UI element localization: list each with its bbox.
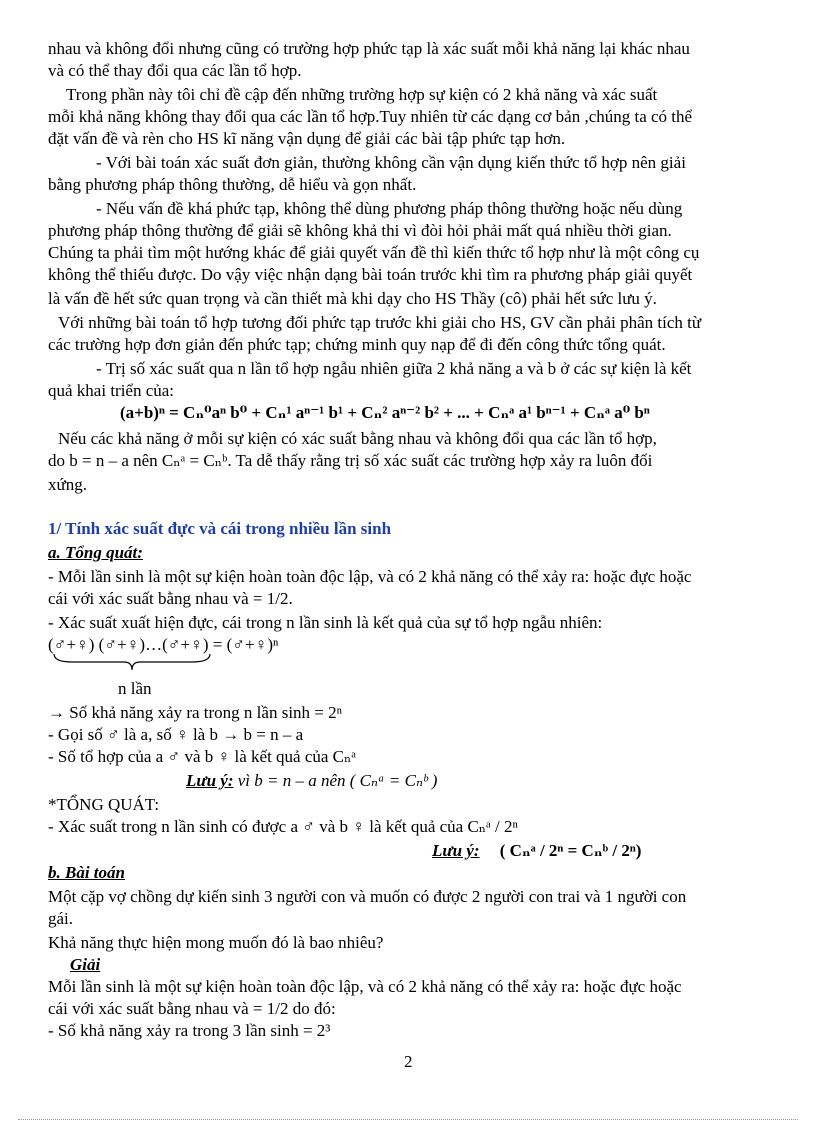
text-line: - Xác suất xuất hiện đực, cái trong n lần sinh là kết quả của sự tổ hợp ngẫu nhiên: xyxy=(48,613,603,632)
general-label: *TỔNG QUÁT: xyxy=(48,795,160,814)
text-line: bằng phương pháp thông thường, dễ hiểu và gọn nhất. xyxy=(48,175,417,194)
text-line: Với những bài toán tổ hợp tương đối phức tạp trước khi giải cho HS, GV cần phải phân tích từ xyxy=(58,313,702,332)
text-line: - Số tổ hợp của a ♂ và b ♀ là kết quả của Cₙᵃ xyxy=(48,747,357,766)
text-line: gái. xyxy=(48,909,74,928)
text-line: nhau và không đổi nhưng cũng có trường hợp phức tạp là xác suất mỗi khả năng lại khác nhau xyxy=(48,39,690,58)
text-line: đặt vấn đề và rèn cho HS kĩ năng vận dụng để giải các bài tập phức tạp hơn. xyxy=(48,129,566,148)
underbrace-icon xyxy=(52,652,212,672)
text-line: do b = n – a nên Cₙᵃ = Cₙᵇ. Ta dễ thấy rằng trị số xác suất các trường hợp xảy ra luôn đối xyxy=(48,451,653,470)
text-line: xứng. xyxy=(48,475,87,494)
page-number: 2 xyxy=(404,1052,413,1071)
subheading-a: a. Tổng quát: xyxy=(48,543,143,562)
text-line: phương pháp thông thường để giải sẽ không khả thi vì đòi hỏi phải mất quá nhiều thời gian. xyxy=(48,221,672,240)
solution-heading: Giải xyxy=(70,955,101,974)
text-line: Mỗi lần sinh là một sự kiện hoàn toàn độc lập, và có 2 khả năng có thể xảy ra: hoặc đực hoặc xyxy=(48,977,682,996)
formula-sex-combination: (♂+♀) (♂+♀)…(♂+♀) = (♂+♀)ⁿ xyxy=(48,635,279,654)
text-line: - Mỗi lần sinh là một sự kiện hoàn toàn độc lập, và có 2 khả năng có thể xảy ra: hoặc đực hoặc xyxy=(48,567,692,586)
text-line: cái với xác suất bằng nhau và = 1/2. xyxy=(48,589,293,608)
text-line: quả khai triển của: xyxy=(48,381,175,400)
section-heading: 1/ Tính xác suất đực và cái trong nhiều lần sinh xyxy=(48,519,392,538)
text-line: Khả năng thực hiện mong muốn đó là bao nhiêu? xyxy=(48,933,384,952)
text-line: cái với xác suất bằng nhau và = 1/2 do đó: xyxy=(48,999,336,1018)
text-line: → Số khả năng xảy ra trong n lần sinh = 2ⁿ xyxy=(48,703,342,722)
text-line: Một cặp vợ chồng dự kiến sinh 3 người con và muốn có được 2 người con trai và 1 người con xyxy=(48,887,687,906)
text-line: mỗi khả năng không thay đổi qua các lần tổ hợp.Tuy nhiên từ các dạng cơ bản ,chúng ta có thể xyxy=(48,107,693,126)
text-line: các trường hợp đơn giản đến phức tạp; chứng minh quy nạp để đi đến công thức tổng quát. xyxy=(48,335,666,354)
note-1 xyxy=(186,770,437,792)
text-line: - Số khả năng xảy ra trong 3 lần sinh = 2³ xyxy=(48,1021,331,1040)
text-line: là vấn đề hết sức quan trọng và cần thiết mà khi dạy cho HS Thầy (cô) phải hết sức lưu ý. xyxy=(48,289,657,308)
text-line: - Với bài toán xác suất đơn giản, thường không cần vận dụng kiến thức tổ hợp nên giải xyxy=(96,153,686,172)
text-line: và có thể thay đổi qua các lần tổ hợp. xyxy=(48,61,302,80)
text-n-lan: n lần xyxy=(118,679,152,698)
subheading-b: b. Bài toán xyxy=(48,863,125,882)
text-line: Trong phần này tôi chỉ đề cập đến những trường hợp sự kiện có 2 khả năng và xác suất xyxy=(66,85,658,104)
text-line: Nếu các khả năng ở mỗi sự kiện có xác suất bằng nhau và không đổi qua các lần tổ hợp, xyxy=(58,429,657,448)
note-label: Lưu ý: xyxy=(186,771,234,790)
text-line: không thể thiếu được. Do vậy việc nhận dạng bài toán trước khi tìm ra phương pháp giải quyết xyxy=(48,265,693,284)
text-line: - Trị số xác suất qua n lần tổ hợp ngẫu nhiên giữa 2 khả năng a và b ở các sự kiện là kết xyxy=(96,359,692,378)
text-line: - Nếu vấn đề khá phức tạp, không thể dùng phương pháp thông thường hoặc nếu dùng xyxy=(96,199,683,218)
formula-binomial: (a+b)ⁿ = Cₙ⁰aⁿ b⁰ + Cₙ¹ aⁿ⁻¹ b¹ + Cₙ² aⁿ⁻² b² + ... + Cₙᵃ a¹ bⁿ⁻¹ + Cₙᵃ a⁰ bⁿ xyxy=(120,403,650,422)
note-text: vì b = n – a nên ( Cₙᵃ = Cₙᵇ ) xyxy=(237,771,438,790)
note-formula: ( Cₙᵃ / 2ⁿ = Cₙᵇ / 2ⁿ) xyxy=(499,841,642,860)
text-line: Chúng ta phải tìm một hướng khác để giải quyết vấn đề thì kiến thức tổ hợp như là một công cụ xyxy=(48,243,700,262)
text-line: - Gọi số ♂ là a, số ♀ là b → b = n – a xyxy=(48,725,304,744)
note-label: Lưu ý: xyxy=(432,841,480,860)
note-2 xyxy=(432,840,641,862)
page-divider xyxy=(18,1119,798,1120)
text-line: - Xác suất trong n lần sinh có được a ♂ và b ♀ là kết quả của Cₙᵃ / 2ⁿ xyxy=(48,817,518,836)
